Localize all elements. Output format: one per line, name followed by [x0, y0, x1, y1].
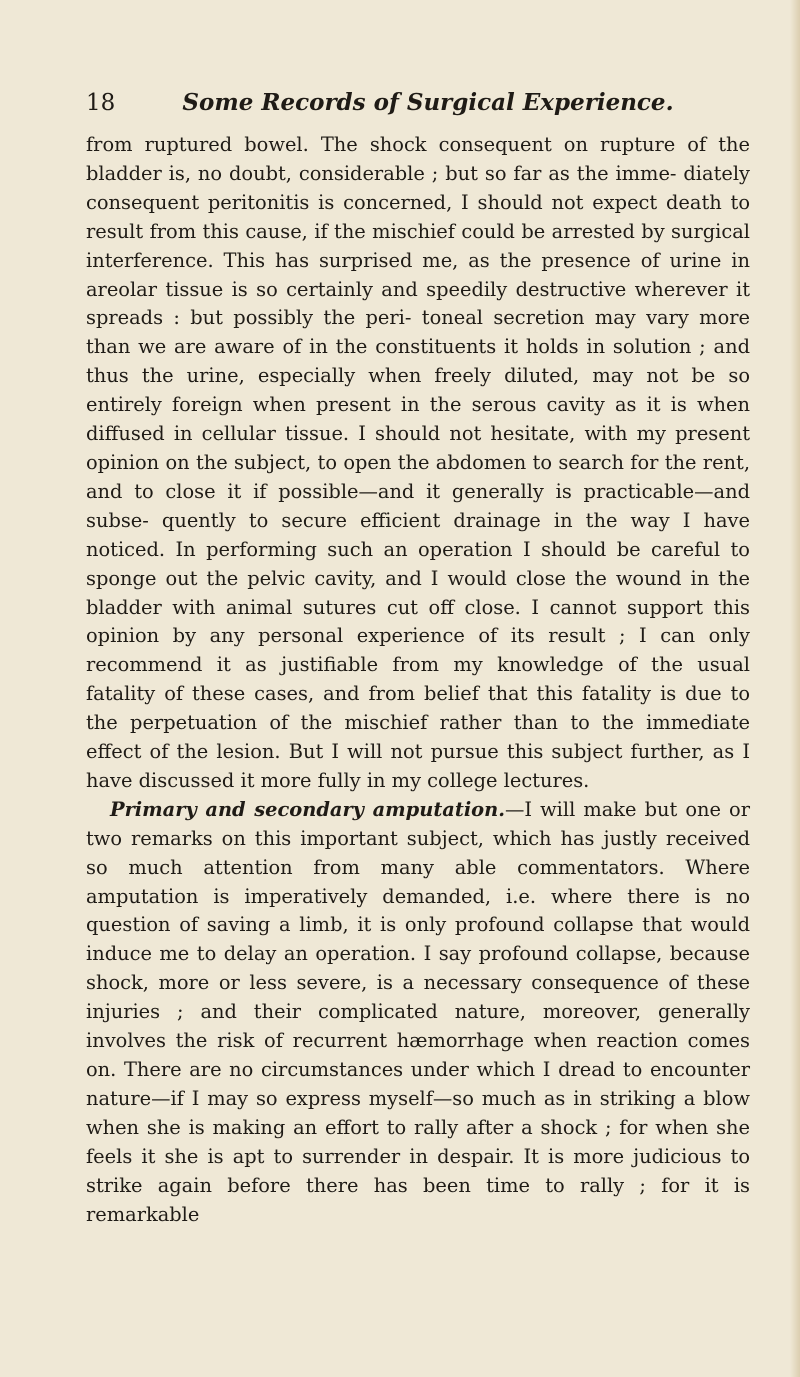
running-head — [86, 88, 750, 118]
body-text — [86, 131, 750, 1229]
page-number: 18 — [86, 90, 116, 116]
paragraph-1: from ruptured bowel. The shock consequent on rupture of the bladder is, no doubt, considerable ; but so far as the imme- diately consequent peritonitis is concerned, I should not expect death to result from this cause, if the mischief could be arrested by surgical interference. This has surprised me, as the presence of urine in areolar tissue is so certainly and speedily destructive wherever it spreads : but possibly the peri- toneal secretion may vary more than we are aware of in the constituents it holds in solution ; and thus the urine, especially when freely diluted, may not be so entirely foreign when present in the serous cavity as it is when diffused in cellular tissue. I should not hesitate, with my present opinion on the subject, to open the abdomen to search for the rent, and to close it if possible—and it generally is practicable—and subse- quently to secure efficient drainage in the way I have noticed. In performing such an operation I should be careful to sponge out the pelvic cavity, and I would close the wound in the bladder with animal sutures cut off close. I cannot support this opinion by any personal experience of its result ; I can only recommend it as justifiable from my knowledge of the usual fatality of these cases, and from belief that this fatality is due to the perpetuation of the mischief rather than to the immediate effect of the lesion. But I will not pursue this subject further, as I have discussed it more fully in my college lectures. — [86, 133, 750, 792]
page-edge-shadow — [790, 0, 800, 1377]
paragraph-2-text: —I will make but one or two remarks on this important subject, which has justly received so much attention from many able commentators. Where amputation is imperatively demanded, i.e. where there is no question of saving a limb, it is only profound collapse that would induce me to delay an operation. I say profound collapse, because shock, more or less severe, is a necessary consequence of these injuries ; and their complicated nature, moreover, generally involves the risk of recurrent hæmorrhage when reaction comes on. There are no circumstances under which I dread to encounter nature—if I may so express myself—so much as in striking a blow when she is making an effort to rally after a shock ; for when she feels it she is apt to surrender in despair. It is more judicious to strike again before there has been time to rally ; for it is remarkable — [86, 797, 750, 1226]
paragraph-2 — [86, 796, 750, 1230]
section-heading-amputation: Primary and secondary amputation. — [110, 797, 505, 821]
page-header-title: Some Records of Surgical Experience. — [182, 89, 674, 116]
